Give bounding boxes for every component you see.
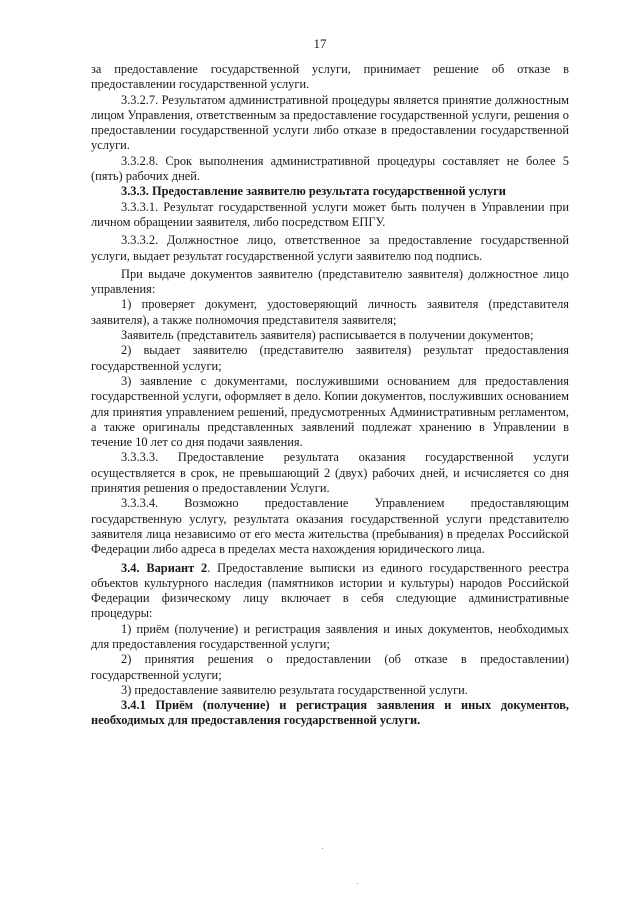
paragraph: 3.3.3.1. Результат государственной услуги может быть получен в Управлении при личном обращении заявителя, либо посредством ЕПГУ.	[91, 199, 569, 229]
list-item: 3) предоставление заявителю результата государственной услуги.	[121, 682, 468, 697]
paragraph: 3.3.3.4. Возможно предоставление Управлением предоставляющим государственную услугу, результата оказания государственной услуги представителю заявителя лица независимо от его места жительства (пребывания) в пределах Российской Федерации либо адреса в пределах места нахождения юридического лица.	[91, 496, 569, 557]
variant-paragraph	[91, 561, 569, 622]
paragraph: 3.3.2.8. Срок выполнения административной процедуры составляет не более 5 (пять) рабочих дней.	[91, 153, 569, 184]
scan-speck	[357, 883, 358, 884]
variant-heading: 3.4. Вариант 2	[121, 560, 208, 575]
paragraph: 3.3.3.2. Должностное лицо, ответственное за предоставление государственной услуги, выдает результат государственной услуги заявителю под подпись.	[91, 233, 569, 263]
paragraph: При выдаче документов заявителю (представителю заявителя) должностное лицо управления:	[91, 266, 569, 297]
list-item: 2) выдает заявителю (представителю заявителя) результат предоставления государственной услуги;	[91, 343, 569, 373]
variant-text: . Предоставление выписки из единого государственного реестра объектов культурного наследия (памятников истории и культуры) народов Российской Федерации физическому лицу включает в себя следующие административные процедуры:	[91, 560, 569, 621]
document-body	[91, 62, 569, 729]
page-number: 17	[313, 36, 327, 51]
scan-speck	[322, 848, 323, 849]
paragraph: 3.3.3.3. Предоставление результата оказания государственной услуги осуществляется в срок, не превышающий 2 (двух) рабочих дней, и исчисляется со дня принятия решения о предоставлении Услуги.	[91, 450, 569, 496]
subsection-heading: 3.4.1 Приём (получение) и регистрация заявления и иных документов, необходимых для предоставления государственной услуги.	[91, 698, 569, 728]
paragraph: за предоставление государственной услуги, принимает решение об отказе в предоставлении государственной услуги.	[91, 62, 569, 92]
section-heading: 3.3.3. Предоставление заявителю результата государственной услуги	[121, 184, 506, 199]
paragraph: Заявитель (представитель заявителя) расписывается в получении документов;	[121, 328, 534, 343]
list-item: 1) проверяет документ, удостоверяющий личность заявителя (представителя заявителя), а также полномочия представителя заявителя;	[91, 297, 569, 327]
paragraph: 3.3.2.7. Результатом административной процедуры является принятие должностным лицом Управления, ответственным за предоставление государственной услуги, решения о предоставлении государственной услуги либо отказе в предоставлении государственной услуги.	[91, 92, 569, 153]
list-item: 3) заявление с документами, послужившими основанием для предоставления государственной услуги, оформляет в дело. Копии документов, послуживших основанием для принятия управлением решений, предусмотренных Административным регламентом, а также оригиналы представленных заявлений подлежат хранению в Управлении в течение 10 лет со дня подачи заявления.	[91, 373, 569, 450]
list-item: 2) принятия решения о предоставлении (об отказе в предоставлении) государственной услуги;	[91, 652, 569, 682]
list-item: 1) приём (получение) и регистрация заявления и иных документов, необходимых для предоставления государственной услуги;	[91, 621, 569, 651]
